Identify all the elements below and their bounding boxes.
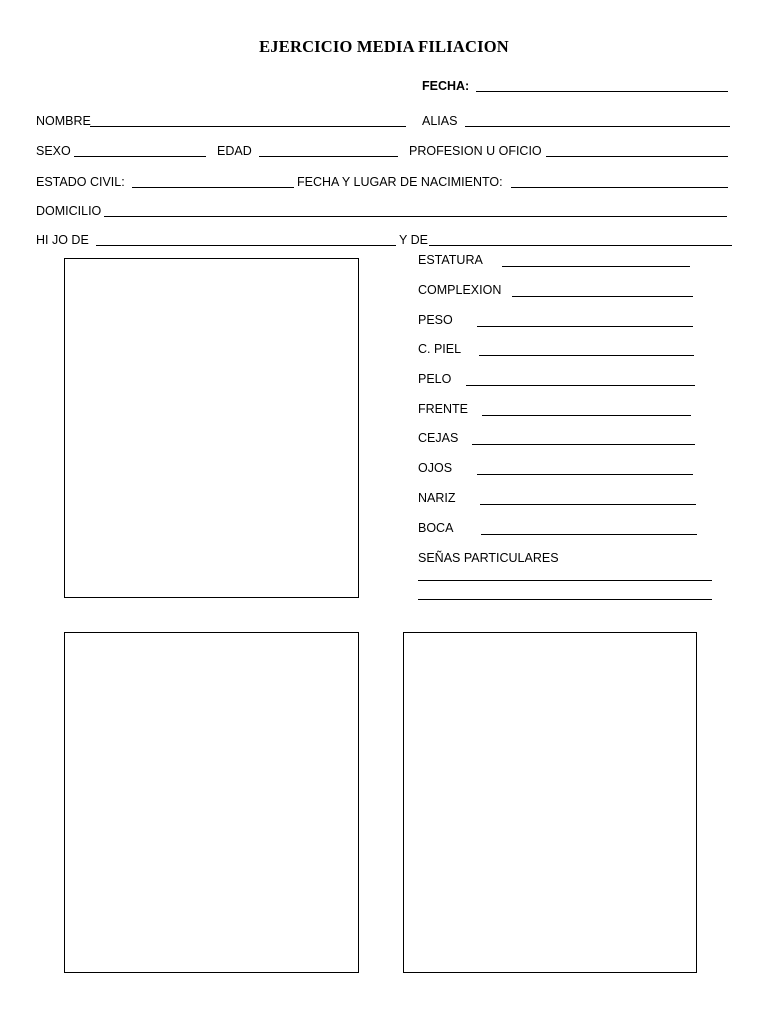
sexo-field[interactable] bbox=[74, 156, 206, 157]
hijo-de-label: HI JO DE bbox=[36, 233, 89, 247]
peso-label: PESO bbox=[418, 313, 453, 327]
fecha-lugar-nacimiento-field[interactable] bbox=[511, 187, 728, 188]
senas-particulares-field-2[interactable] bbox=[418, 599, 712, 600]
nombre-label: NOMBRE bbox=[36, 114, 91, 128]
edad-field[interactable] bbox=[259, 156, 398, 157]
cejas-field[interactable] bbox=[472, 444, 695, 445]
ojos-field[interactable] bbox=[477, 474, 693, 475]
boca-label: BOCA bbox=[418, 521, 454, 535]
estado-civil-field[interactable] bbox=[132, 187, 294, 188]
fecha-lugar-nacimiento-label: FECHA Y LUGAR DE NACIMIENTO: bbox=[297, 175, 503, 189]
photo-box-right[interactable] bbox=[403, 632, 697, 973]
alias-label: ALIAS bbox=[422, 114, 458, 128]
frente-field[interactable] bbox=[482, 415, 691, 416]
profesion-label: PROFESION U OFICIO bbox=[409, 144, 542, 158]
alias-field[interactable] bbox=[465, 126, 730, 127]
estado-civil-label: ESTADO CIVIL: bbox=[36, 175, 125, 189]
photo-box-front[interactable] bbox=[64, 258, 359, 598]
ojos-label: OJOS bbox=[418, 461, 453, 475]
pelo-label: PELO bbox=[418, 372, 452, 386]
domicilio-field[interactable] bbox=[104, 216, 727, 217]
pelo-field[interactable] bbox=[466, 385, 695, 386]
photo-box-left[interactable] bbox=[64, 632, 359, 973]
fecha-label: FECHA: bbox=[422, 79, 470, 93]
boca-field[interactable] bbox=[481, 534, 697, 535]
edad-label: EDAD bbox=[217, 144, 252, 158]
profesion-field[interactable] bbox=[546, 156, 728, 157]
sexo-label: SEXO bbox=[36, 144, 71, 158]
nariz-field[interactable] bbox=[480, 504, 696, 505]
senas-particulares-field-1[interactable] bbox=[418, 580, 712, 581]
y-de-label: Y DE bbox=[399, 233, 428, 247]
nariz-label: NARIZ bbox=[418, 491, 456, 505]
nombre-field[interactable] bbox=[90, 126, 406, 127]
estatura-field[interactable] bbox=[502, 266, 690, 267]
c-piel-label: C. PIEL bbox=[418, 342, 462, 356]
page-title: EJERCICIO MEDIA FILIACION bbox=[259, 37, 509, 56]
domicilio-label: DOMICILIO bbox=[36, 204, 102, 218]
estatura-label: ESTATURA bbox=[418, 253, 483, 267]
c-piel-field[interactable] bbox=[479, 355, 694, 356]
fecha-field[interactable] bbox=[476, 91, 728, 92]
complexion-field[interactable] bbox=[512, 296, 693, 297]
peso-field[interactable] bbox=[477, 326, 693, 327]
frente-label: FRENTE bbox=[418, 402, 468, 416]
y-de-field[interactable] bbox=[429, 245, 732, 246]
complexion-label: COMPLEXION bbox=[418, 283, 502, 297]
senas-particulares-label: SEÑAS PARTICULARES bbox=[418, 551, 559, 565]
cejas-label: CEJAS bbox=[418, 431, 459, 445]
hijo-de-field[interactable] bbox=[96, 245, 396, 246]
